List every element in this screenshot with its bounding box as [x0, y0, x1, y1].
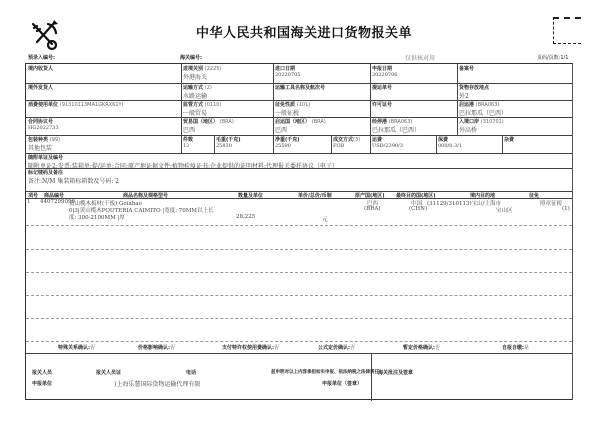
transport-name-label: 运输工具名称及航次号 [275, 85, 326, 91]
departure-port-code: (BRA063) [475, 102, 500, 108]
declarant-cert-label: 报关人员证 [96, 370, 122, 376]
deal-mode-label: 成交方式 [333, 137, 354, 143]
entry-port-label: 入境口岸 [459, 119, 480, 125]
pieces-label: 件数 [183, 137, 194, 143]
trade-country-label: 贸易国（地区） [183, 119, 219, 125]
item-quantity: 28.225 [236, 214, 256, 220]
insurance-value: 000/0.3/1 [438, 143, 463, 149]
import-date-label: 进口日期 [275, 66, 296, 72]
trade-country-code: (BRA) [219, 119, 234, 125]
customs-number-label: 海关编号: [180, 55, 202, 61]
col-domestic-dest: 境内目的地 [470, 193, 496, 199]
for-verification-watermark: 仅供核对用 [405, 55, 436, 62]
self-declare-confirm: 自报自缴:是 [502, 345, 530, 351]
declaring-unit-seal: 申报单位（签章） [322, 381, 363, 387]
royalty-confirm: 支付特许权使用费确认:否 [222, 345, 280, 351]
freight-label: 运费 [372, 137, 383, 143]
item-origin-line2: (BRA) [364, 206, 381, 212]
col-name-spec: 商品名称及规格型号 [123, 193, 169, 199]
item-hs-code: 4407299099 [40, 199, 75, 205]
col-price: 单价/总价/币制 [298, 193, 332, 199]
customs-emblem-icon [28, 18, 60, 52]
item-domestic-line1: (31129/310113)宝山/上海市 [427, 201, 501, 207]
item-origin-line1: 巴西 [367, 201, 379, 207]
attached-docs-value: 随附单证2:发票;装箱单;提/运单;合同;原产地证据文件;植物检疫证书;企业提供的证明材料;代理报关委托协议（电子） [28, 163, 339, 170]
supervision-value: 一般贸易 [183, 110, 208, 117]
transport-mode-code: (2) [204, 85, 212, 91]
declaration-statement: 兹申明对以上内容承担如实申报、依法纳税之法律责任 [271, 370, 379, 375]
item-dest-line2: (CHN) [409, 206, 428, 212]
special-relation-confirm: 特殊关系确认:否 [58, 345, 96, 351]
consignor-label: 境外发货人 [28, 85, 54, 91]
departure-port-label: 启运港 [459, 102, 475, 108]
consumer-unit-code: (91310113MA1GKRX61Y) [59, 102, 124, 108]
confirmations-row [26, 344, 572, 353]
deal-mode-code: (3) [353, 137, 361, 143]
col-hs-code: 商品编号 [44, 193, 65, 199]
origin-country-label: 启运国（地区） [275, 119, 311, 125]
marks-label: 标记唛码及备注 [28, 170, 64, 176]
item-name-line1: 黄山榄木板材(干板) Goiabao [69, 201, 142, 207]
col-origin: 原产国(地区) [355, 193, 385, 199]
freight-value: USD/2390/3 [372, 143, 403, 149]
storage-place-value: 外2 [459, 93, 469, 100]
entry-port-code: (310701) [480, 119, 504, 125]
col-quantity: 数量及单位 [238, 193, 264, 199]
contract-no-label: 合同协议号 [28, 119, 54, 125]
record-no-label: 备案号 [459, 66, 475, 72]
item-name-line2: 0|3|黄山榄木POUTERIA CAIMITO |宽度: 70MM以上长 [69, 208, 214, 214]
levy-nature-value: 一般征税 [275, 110, 300, 117]
entry-customs-code: (2225) [204, 66, 222, 72]
deal-mode-value: FOB [333, 143, 345, 149]
table-row [26, 199, 572, 224]
item-dest-line1: 中国 [411, 201, 423, 207]
origin-country-code: (BRA) [311, 119, 326, 125]
item-no: 1 [27, 199, 31, 205]
trade-country-value: 巴西 [183, 127, 196, 134]
page-title: 中华人民共和国海关进口货物报关单 [196, 26, 413, 41]
declaring-unit-label: 申报单位 [32, 381, 53, 387]
contract-no-value: HG2022733 [28, 125, 59, 131]
col-destination: 最终目的国(地区) [396, 193, 436, 199]
license-no-label: 许可证号 [372, 102, 393, 108]
item-currency: 元 [322, 217, 328, 223]
pre-entry-number-label: 预录入编号: [28, 55, 56, 61]
insurance-label: 保费 [438, 137, 449, 143]
provisional-price-confirm: 暂定价格确认:否 [403, 345, 441, 351]
page-indicator: 页码/页数:1/1 [537, 55, 569, 61]
item-domestic-line2: 宝山区 [496, 208, 513, 214]
declarant-label: 报关人员 [32, 370, 53, 376]
declaring-unit-value: )上海乐慧国际货物运输代理有限 [114, 381, 201, 388]
items-header [26, 191, 572, 198]
price-impact-confirm: 价格影响确认:否 [138, 345, 176, 351]
col-item-no: 项号 [28, 193, 39, 199]
transit-port-value: 巴拉那瓜（巴西） [372, 127, 421, 134]
storage-place-label: 货物存放地点 [459, 85, 490, 91]
departure-port-value: 巴拉那瓜（巴西） [459, 110, 508, 117]
qr-code-frame [553, 17, 583, 45]
supervision-label: 监管方式 [183, 102, 204, 108]
transit-port-label: 经停港 [372, 119, 388, 125]
marks-value: 备注:N/M 集装箱标箱数及号码: 2 [28, 178, 120, 185]
entry-customs-label: 进境关别 [183, 66, 204, 72]
phone-label: 电话 [186, 370, 197, 376]
origin-country-value: 巴西 [275, 127, 288, 134]
supervision-code: (0110) [204, 102, 222, 108]
consignee-label: 境内收货人 [28, 66, 54, 72]
entry-customs-value: 外港海关 [183, 74, 208, 81]
item-name-line3: 度: 300-2100MM |厚 [69, 215, 125, 221]
import-date-value: 20220705 [275, 72, 301, 78]
pieces-value: 12 [183, 143, 190, 149]
item-levy-line2: (1) [562, 206, 570, 212]
net-weight-label: 净重(千克) [275, 137, 300, 143]
formula-pricing-confirm: 公式定价确认:否 [318, 345, 356, 351]
net-weight-value: 25590 [275, 143, 291, 149]
bill-no-label: 提运单号 [372, 85, 393, 91]
declare-date-value: 20220706 [372, 72, 398, 78]
transit-port-code: (BRA063) [388, 119, 413, 125]
package-type-value: 其他包装 [28, 145, 53, 152]
attached-docs-label: 随附单证及编号 [28, 155, 64, 161]
package-type-label: 包装种类 [28, 137, 49, 143]
col-levy: 征免 [529, 193, 540, 199]
gross-weight-value: 25830 [216, 143, 232, 149]
levy-nature-label: 征免性质 [275, 102, 296, 108]
item-levy-line1: 照章征税 [540, 201, 563, 207]
entry-port-value: 外高桥 [459, 127, 478, 134]
misc-fee-label: 杂费 [504, 137, 515, 143]
gross-weight-label: 毛重(千克) [216, 137, 241, 143]
declaration-form [25, 63, 573, 400]
declare-date-label: 申报日期 [372, 66, 393, 72]
transport-mode-label: 运输方式 [183, 85, 204, 91]
consumer-unit-label: 消费使用单位 [28, 102, 59, 108]
levy-nature-code: (101) [296, 102, 311, 108]
package-type-code: (99) [49, 137, 61, 143]
transport-mode-value: 水路运输 [183, 93, 208, 100]
customs-approval-label: 海关批注及签章 [378, 370, 414, 376]
